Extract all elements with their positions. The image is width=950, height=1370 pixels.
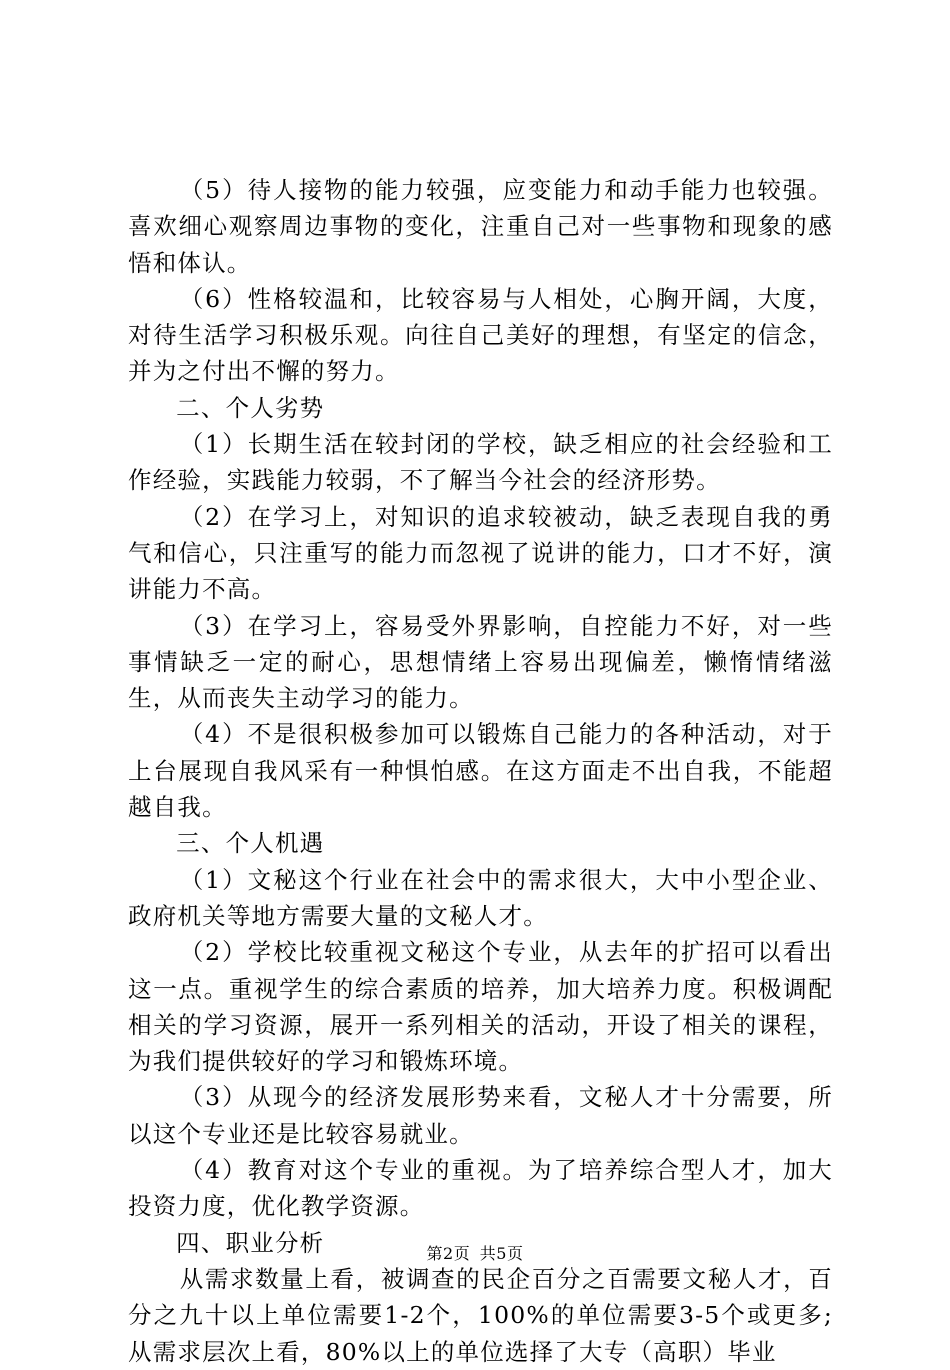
document-body — [128, 172, 833, 1370]
paragraph: （5）待人接物的能力较强，应变能力和动手能力也较强。喜欢细心观察周边事物的变化，注重自己对一些事物和现象的感悟和体认。 — [128, 176, 833, 277]
paragraph: （4）教育对这个专业的重视。为了培养综合型人才，加大投资力度，优化教学资源。 — [128, 1156, 833, 1221]
paragraph: （2）学校比较重视文秘这个专业，从去年的扩招可以看出这一点。重视学生的综合素质的培养，加大培养力度。积极调配相关的学习资源，展开一系列相关的活动，开设了相关的课程，为我们提供较好的学习和锻炼环境。 — [128, 938, 833, 1076]
paragraph: （3）在学习上，容易受外界影响，自控能力不好，对一些事情缺乏一定的耐心，思想情绪上容易出现偏差，懒惰情绪滋生，从而丧失主动学习的能力。 — [128, 611, 833, 713]
paragraph: （3）从现今的经济发展形势来看，文秘人才十分需要，所以这个专业还是比较容易就业。 — [128, 1083, 833, 1148]
paragraph: （4）不是很积极参加可以锻炼自己能力的各种活动，对于上台展现自我风采有一种惧怕感。在这方面走不出自我，不能超越自我。 — [128, 720, 833, 822]
paragraph: （1）文秘这个行业在社会中的需求很大，大中小型企业、政府机关等地方需要大量的文秘人才。 — [128, 865, 833, 930]
section-heading: 三、个人机遇 — [176, 829, 325, 858]
section-heading: 二、个人劣势 — [176, 393, 325, 422]
paragraph: （1）长期生活在较封闭的学校，缺乏相应的社会经验和工作经验，实践能力较弱，不了解当今社会的经济形势。 — [128, 430, 833, 495]
section-heading: 四、职业分析 — [176, 1228, 325, 1257]
page-number: 第2页 — [426, 1244, 471, 1263]
paragraph: （6）性格较温和，比较容易与人相处，心胸开阔，大度，对待生活学习积极乐观。向往自己美好的理想，有坚定的信念，并为之付出不懈的努力。 — [128, 284, 833, 386]
paragraph: 从需求数量上看，被调查的民企百分之百需要文秘人才，百分之九十以上单位需要1-2个，100%的单位需要3-5个或更多;从需求层次上看，80%以上的单位选择了大专（高职）毕业 — [128, 1264, 833, 1366]
page-total: 共5页 — [479, 1244, 524, 1263]
page-footer — [0, 1244, 950, 1264]
paragraph: （2）在学习上，对知识的追求较被动，缺乏表现自我的勇气和信心，只注重写的能力而忽视了说讲的能力，口才不好，演讲能力不高。 — [128, 502, 833, 604]
